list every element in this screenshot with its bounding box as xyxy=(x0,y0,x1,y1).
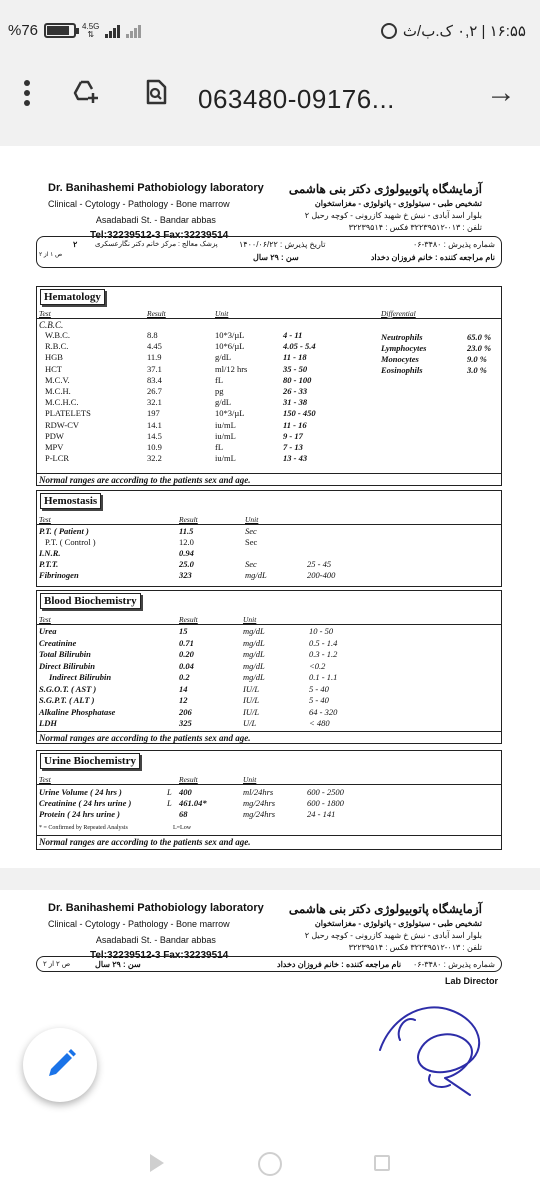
column-header-result: Result xyxy=(147,309,166,318)
test-result: 12.0 xyxy=(179,537,194,547)
differential-name: Lymphocytes xyxy=(381,343,427,353)
battery-percent: %76 xyxy=(8,22,39,39)
test-name: Alkaline Phosphatase xyxy=(39,706,116,717)
test-name: Total Bilirubin xyxy=(39,649,91,659)
differential-name: Monocytes xyxy=(381,354,419,364)
test-unit: ml/12 hrs xyxy=(215,363,248,374)
differential-name: Neutrophils xyxy=(381,332,423,342)
test-unit: mg/dL xyxy=(243,626,265,636)
test-result: 323 xyxy=(179,570,192,580)
signal-icon xyxy=(105,24,120,38)
legend-low: L=Low xyxy=(173,825,192,831)
hemostasis-section xyxy=(36,490,502,587)
test-unit: 10*3/µL xyxy=(215,330,245,340)
column-header-unit: Unit xyxy=(215,309,229,318)
test-range: 0.3 - 1.2 xyxy=(309,649,338,659)
test-unit: mg/dL xyxy=(243,672,265,682)
test-name: Fibrinogen xyxy=(39,570,79,580)
test-name: HCT xyxy=(45,363,62,374)
test-range: 11 - 18 xyxy=(283,352,307,363)
patient-info-box: شماره پذیرش : ۳۴۸۰-۰۶ نام مراجعه کننده : خانم فروزان دخداد تاریخ پذیرش : ۱۴۰۰/۰۶/۲۲ سن : ۲۹ سال پزشک معالج : مرکز خانم دکتر نگارعسکری ۲ ص ۱ از ۲ xyxy=(36,236,502,268)
low-flag: L xyxy=(167,787,172,797)
recents-nav-icon[interactable] xyxy=(374,1155,390,1171)
test-result: 25.0 xyxy=(179,559,194,569)
test-name: Direct Bilirubin xyxy=(39,660,95,671)
test-range: 64 - 320 xyxy=(309,706,338,717)
test-result: 0.94 xyxy=(179,548,194,558)
document-title: 063480-09176... xyxy=(198,84,395,114)
test-result: 11.9 xyxy=(147,352,162,363)
test-range: 4 - 11 xyxy=(283,330,303,340)
test-range: < 480 xyxy=(309,718,330,728)
test-unit: Sec xyxy=(245,559,257,569)
test-name: P.T. ( Patient ) xyxy=(39,526,89,536)
network-type: 4.5G ⇅ xyxy=(82,21,100,39)
test-result: 14.5 xyxy=(147,430,162,441)
differential-value: 65.0 % xyxy=(467,332,492,342)
test-group-label: C.B.C. xyxy=(39,320,64,330)
test-range: 10 - 50 xyxy=(309,626,334,636)
test-name: LDH xyxy=(39,718,57,728)
lab-header-english: Dr. Banihashemi Pathobiology laboratory Clinical - Cytology - Pathology - Bone marrow Asadabadi St. - Bandar abbas Tel:32239512-3 Fax:32239514 xyxy=(48,182,264,241)
test-result: 11.5 xyxy=(179,526,194,536)
status-time: ۱۶:۵۵ | ۰,۲ ک.ب/ث xyxy=(402,23,526,40)
test-name: P.T.T. xyxy=(39,559,59,569)
test-result: 10.9 xyxy=(147,442,162,452)
column-header-test: Test xyxy=(39,615,51,624)
differential-value: 3.0 % xyxy=(467,365,487,375)
test-unit: U/L xyxy=(243,718,257,728)
section-title: Hematology xyxy=(40,289,105,305)
test-name: MPV xyxy=(45,442,64,452)
section-footer: Normal ranges are according to the patients sex and age. xyxy=(39,733,251,743)
test-range: 5 - 40 xyxy=(309,683,329,694)
test-name: PLATELETS xyxy=(45,408,91,419)
test-unit: iu/mL xyxy=(215,453,236,464)
android-nav-bar xyxy=(0,1140,540,1200)
differential-name: Eosinophils xyxy=(381,365,423,375)
open-with-arrow-icon[interactable]: → xyxy=(486,76,516,109)
lab-header-persian: آزمایشگاه پاتوبیولوژی دکتر بنی هاشمی تشخیص طبی - سیتولوژی - پاتولوژی - مغزاستخوان بلوار اسد آبادی - نبش خ شهید کازرونی - کوچه رحیل ۲ تلفن : ۰۱۳-۳۲۲۳۹۵۱۲ فکس : ۳۲۲۳۹۵۱۴ xyxy=(288,902,482,952)
document-page-1 xyxy=(0,146,540,868)
test-result: 0.04 xyxy=(179,660,194,671)
status-bar xyxy=(0,0,540,62)
test-name: Urine Volume ( 24 hrs ) xyxy=(39,787,122,797)
test-name: M.C.V. xyxy=(45,374,70,385)
test-result: 83.4 xyxy=(147,374,162,385)
test-unit: mg/24hrs xyxy=(243,798,276,808)
edit-fab-button[interactable] xyxy=(23,1028,97,1102)
column-header-differential: Differential xyxy=(381,309,416,318)
differential-value: 9.0 % xyxy=(467,354,487,364)
test-unit: g/dL xyxy=(215,352,232,363)
test-result: 15 xyxy=(179,626,188,636)
column-header-test: Test xyxy=(39,775,51,784)
column-header-unit: Unit xyxy=(245,515,259,524)
test-range: 4.05 - 5.4 xyxy=(283,341,316,352)
test-result: 12 xyxy=(179,695,188,705)
test-unit: IU/L xyxy=(243,695,260,705)
urine-biochemistry-section xyxy=(36,750,502,850)
test-range: <0.2 xyxy=(309,660,326,671)
test-range: 0.5 - 1.4 xyxy=(309,637,338,648)
test-name: Creatinine ( 24 hrs urine ) xyxy=(39,798,132,808)
lab-header-english: Dr. Banihashemi Pathobiology laboratory Clinical - Cytology - Pathology - Bone marrow Asadabadi St. - Bandar abbas Tel:32239512-3 Fax:32239514 xyxy=(48,902,264,961)
test-name: S.G.O.T. ( AST ) xyxy=(39,683,97,694)
test-result: 32.1 xyxy=(147,397,162,408)
test-name: M.C.H.C. xyxy=(45,397,79,408)
test-result: 68 xyxy=(179,809,188,819)
test-result: 325 xyxy=(179,718,192,728)
test-range: 80 - 100 xyxy=(283,374,312,385)
test-unit: Sec xyxy=(245,526,257,536)
test-result: 14 xyxy=(179,683,188,694)
hematology-section xyxy=(36,286,502,486)
test-name: M.C.H. xyxy=(45,386,71,396)
column-header-unit: Unit xyxy=(243,775,257,784)
test-unit: IU/L xyxy=(243,706,260,717)
test-result: 32.2 xyxy=(147,453,162,464)
top-toolbar xyxy=(0,62,540,124)
test-name: Urea xyxy=(39,626,57,636)
test-unit: iu/mL xyxy=(215,419,236,430)
test-result: 14.1 xyxy=(147,419,162,430)
test-range: 24 - 141 xyxy=(307,809,336,819)
test-name: HGB xyxy=(45,352,63,363)
test-result: 197 xyxy=(147,408,160,419)
test-unit: iu/mL xyxy=(215,430,236,441)
test-range: 9 - 17 xyxy=(283,430,303,441)
lab-header-persian: آزمایشگاه پاتوبیولوژی دکتر بنی هاشمی تشخیص طبی - سیتولوژی - پاتولوژی - مغزاستخوان بلوار اسد آبادی - نبش خ شهید کازرونی - کوچه رحیل ۲ تلفن : ۰۱۳-۳۲۲۳۹۵۱۲ فکس : ۳۲۲۳۹۵۱۴ xyxy=(288,182,482,232)
test-range: 11 - 16 xyxy=(283,419,307,430)
column-header-result: Result xyxy=(179,615,198,624)
test-name: PDW xyxy=(45,430,64,441)
more-options-icon[interactable] xyxy=(24,80,32,106)
home-nav-icon[interactable] xyxy=(258,1152,282,1176)
search-in-file-icon[interactable] xyxy=(142,78,170,106)
test-name: P.T. ( Control ) xyxy=(45,537,96,547)
test-range: 31 - 38 xyxy=(283,397,308,408)
test-result: 8.8 xyxy=(147,330,158,340)
section-footer: Normal ranges are according to the patients sex and age. xyxy=(39,475,251,485)
differential-value: 23.0 % xyxy=(467,343,492,353)
test-unit: mg/dL xyxy=(243,637,265,648)
test-range: 600 - 2500 xyxy=(307,787,344,797)
test-name: Protein ( 24 hrs urine ) xyxy=(39,809,120,819)
test-name: R.B.C. xyxy=(45,341,69,352)
battery-icon xyxy=(44,23,76,38)
test-range: 35 - 50 xyxy=(283,363,308,374)
test-result: 461.04* xyxy=(179,798,207,808)
test-range: 5 - 40 xyxy=(309,695,329,705)
test-name: I.N.R. xyxy=(39,548,61,558)
section-footer: Normal ranges are according to the patients sex and age. xyxy=(39,837,251,847)
test-range: 25 - 45 xyxy=(307,559,332,569)
test-unit: mg/dL xyxy=(243,660,265,671)
test-result: 0.71 xyxy=(179,637,194,648)
test-range: 200-400 xyxy=(307,570,336,580)
test-name: W.B.C. xyxy=(45,330,70,340)
section-title: Blood Biochemistry xyxy=(40,593,141,609)
section-title: Hemostasis xyxy=(40,493,101,509)
lab-director-label: Lab Director xyxy=(444,976,498,986)
test-unit: IU/L xyxy=(243,683,260,694)
test-unit: pg xyxy=(215,386,224,396)
column-header-test: Test xyxy=(39,309,51,318)
column-header-result: Result xyxy=(179,775,198,784)
test-result: 400 xyxy=(179,787,192,797)
test-result: 4.45 xyxy=(147,341,162,352)
signal-secondary-icon xyxy=(126,24,141,38)
test-unit: 10*3/µL xyxy=(215,408,245,419)
blood-biochemistry-section xyxy=(36,590,502,744)
test-range: 600 - 1800 xyxy=(307,798,344,808)
test-unit: mg/dL xyxy=(245,570,267,580)
test-unit: fL xyxy=(215,442,224,452)
test-result: 26.7 xyxy=(147,386,162,396)
test-range: 13 - 43 xyxy=(283,453,308,464)
pencil-icon xyxy=(23,1028,97,1102)
test-name: Creatinine xyxy=(39,637,77,648)
test-result: 37.1 xyxy=(147,363,162,374)
test-name: P-LCR xyxy=(45,453,70,464)
test-unit: mg/dL xyxy=(243,649,265,659)
test-unit: ml/24hrs xyxy=(243,787,274,797)
test-unit: g/dL xyxy=(215,397,232,408)
column-header-test: Test xyxy=(39,515,51,524)
back-nav-icon[interactable] xyxy=(150,1154,164,1172)
signature-image xyxy=(370,990,500,1100)
add-to-drive-icon[interactable] xyxy=(72,78,100,106)
test-range: 150 - 450 xyxy=(283,408,316,419)
patient-info-box: شماره پذیرش : ۳۴۸۰-۰۶ نام مراجعه کننده : خانم فروزان دخداد سن : ۲۹ سال ص ۲ از ۲ xyxy=(36,956,502,972)
test-range: 0.1 - 1.1 xyxy=(309,672,338,682)
legend-confirmed: * = Confirmed by Repeated Analysis xyxy=(39,825,128,831)
test-name: S.G.P.T. ( ALT ) xyxy=(39,695,95,705)
test-name: Indirect Bilirubin xyxy=(49,672,112,682)
test-unit: fL xyxy=(215,374,224,385)
test-result: 206 xyxy=(179,706,192,717)
test-unit: mg/24hrs xyxy=(243,809,276,819)
test-name: RDW-CV xyxy=(45,419,79,430)
column-header-unit: Unit xyxy=(243,615,257,624)
test-unit: Sec xyxy=(245,537,258,547)
column-header-result: Result xyxy=(179,515,198,524)
test-result: 0.20 xyxy=(179,649,194,659)
alarm-icon xyxy=(381,23,397,39)
test-result: 0.2 xyxy=(179,672,190,682)
section-title: Urine Biochemistry xyxy=(40,753,140,769)
test-range: 7 - 13 xyxy=(283,442,303,452)
low-flag: L xyxy=(167,798,172,808)
test-unit: 10*6/µL xyxy=(215,341,245,352)
test-range: 26 - 33 xyxy=(283,386,308,396)
